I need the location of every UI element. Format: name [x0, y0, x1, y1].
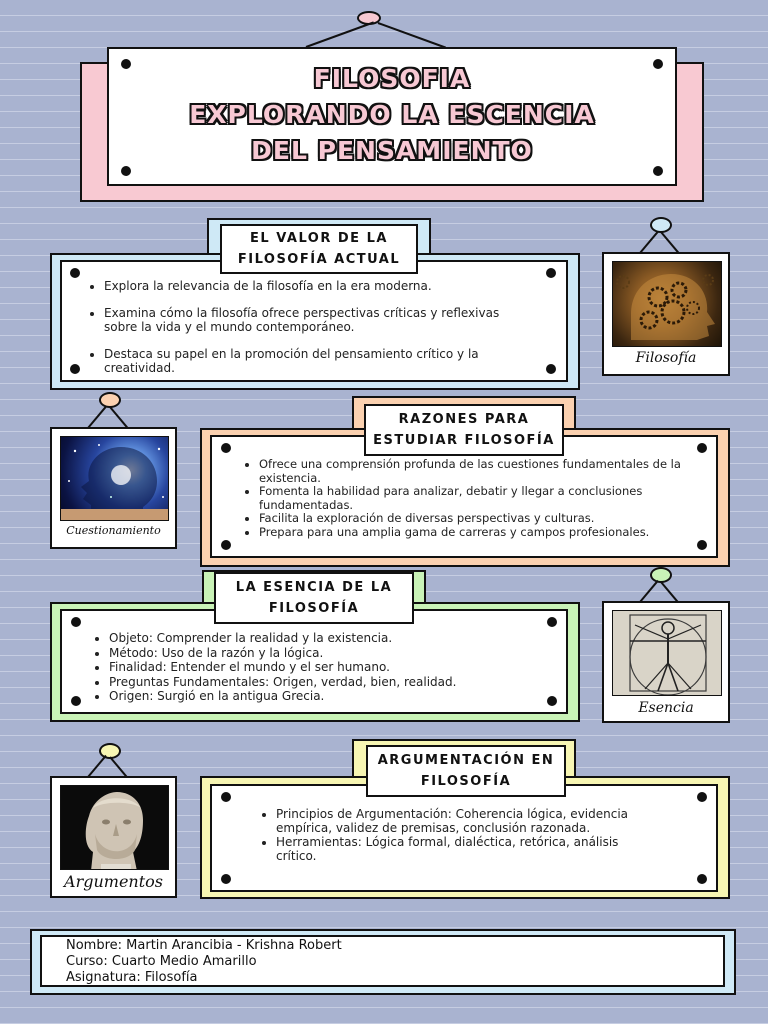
- title-hanger-string-right: [378, 22, 446, 49]
- list-item: • Finalidad: Entender el mundo y el ser humano.: [109, 660, 555, 675]
- pin: [70, 364, 80, 374]
- pin: [546, 268, 556, 278]
- argumentacion-heading: ARGUMENTACIÓN EN FILOSOFÍA: [366, 745, 566, 797]
- pin: [221, 792, 231, 802]
- footer-course: Curso: Cuarto Medio Amarillo: [66, 954, 257, 969]
- page-title-line-1: FILOSOFIA: [313, 64, 471, 93]
- hanger-string: [639, 231, 659, 254]
- title-hanger-string-left: [306, 21, 374, 48]
- pin: [697, 792, 707, 802]
- list-item: • Herramientas: Lógica formal, dialéctica, retórica, análisis crítico.: [276, 835, 662, 863]
- gears-head-image: [612, 261, 722, 347]
- razones-heading: RAZONES PARA ESTUDIAR FILOSOFÍA: [364, 404, 564, 456]
- footer-card: [40, 935, 725, 987]
- footer-subject: Asignatura: Filosofía: [66, 970, 198, 985]
- pin: [221, 540, 231, 550]
- pin: [697, 540, 707, 550]
- pin: [697, 874, 707, 884]
- pin: [546, 364, 556, 374]
- valor-heading: EL VALOR DE LA FILOSOFÍA ACTUAL: [220, 224, 418, 274]
- pin: [70, 268, 80, 278]
- razones-bullet-list: [245, 458, 685, 539]
- argumentos-photo-frame: [50, 776, 177, 898]
- hanger-string: [87, 406, 107, 429]
- pin: [71, 617, 81, 627]
- pin: [221, 443, 231, 453]
- list-item: • Ofrece una comprensión profunda de las cuestiones fundamentales de la existencia.: [259, 458, 685, 485]
- list-item: • Fomenta la habilidad para analizar, debatir y llegar a conclusiones fundamentadas.: [259, 485, 685, 512]
- hanger-string: [639, 580, 659, 603]
- vitruvian-man-image: [612, 610, 722, 696]
- hanger-string: [109, 406, 129, 429]
- esencia-heading: LA ESENCIA DE LA FILOSOFÍA: [214, 572, 414, 624]
- pin: [547, 617, 557, 627]
- list-item: • Facilita la exploración de diversas perspectivas y culturas.: [259, 512, 685, 526]
- esencia-caption: Esencia: [638, 700, 694, 716]
- valor-bullet-list: [90, 279, 530, 375]
- argumentos-caption: Argumentos: [64, 872, 163, 891]
- philosopher-bust-image: [60, 785, 169, 870]
- pin: [697, 443, 707, 453]
- list-item: • Objeto: Comprender la realidad y la existencia.: [109, 631, 555, 646]
- cosmic-head-image: [60, 436, 169, 521]
- hanger-string: [87, 755, 107, 778]
- list-item: • Destaca su papel en la promoción del pensamiento crítico y la creatividad.: [104, 347, 530, 375]
- cuestionamiento-caption: Cuestionamiento: [66, 524, 161, 537]
- list-item: • Método: Uso de la razón y la lógica.: [109, 646, 555, 661]
- pin: [221, 874, 231, 884]
- pin: [71, 696, 81, 706]
- filosofia-caption: Filosofía: [635, 350, 697, 366]
- argumentacion-bullet-list: [262, 807, 662, 863]
- page-title-line-3: DEL PENSAMIENTO: [251, 136, 533, 165]
- hanger-string: [660, 231, 680, 254]
- list-item: • Origen: Surgió en la antigua Grecia.: [109, 689, 555, 704]
- filosofia-photo-frame: [602, 252, 730, 376]
- title-card: [107, 47, 677, 186]
- cuestionamiento-photo-frame: [50, 427, 177, 549]
- list-item: • Prepara para una amplia gama de carreras y campos profesionales.: [259, 526, 685, 540]
- esencia-bullet-list: [95, 631, 555, 704]
- list-item: • Preguntas Fundamentales: Origen, verdad, bien, realidad.: [109, 675, 555, 690]
- list-item: • Examina cómo la filosofía ofrece perspectivas críticas y reflexivas sobre la vida y el mundo contemporáneo.: [104, 306, 530, 334]
- esencia-photo-frame: [602, 601, 730, 723]
- page-title-line-2: EXPLORANDO LA ESCENCIA: [189, 100, 595, 129]
- footer-student-names: Nombre: Martin Arancibia - Krishna Robert: [66, 938, 342, 953]
- list-item: • Principios de Argumentación: Coherencia lógica, evidencia empírica, validez de premisas, conclusión razonada.: [276, 807, 662, 835]
- list-item: • Explora la relevancia de la filosofía en la era moderna.: [104, 279, 530, 293]
